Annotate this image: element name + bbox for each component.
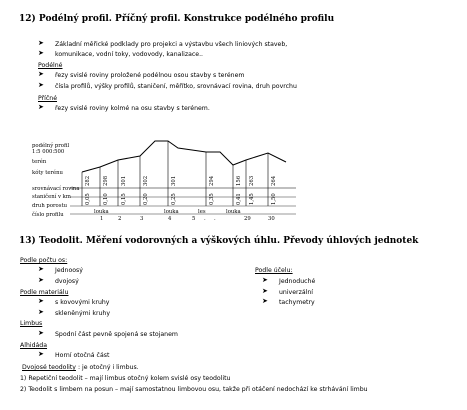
cover-label: louka [164,209,179,215]
kota-value: 264 [271,175,277,186]
bullet-text: univerzální [279,289,313,296]
profile-row-label: 1:5 000:500 [32,149,65,155]
profile-number: 3 [140,216,144,222]
kota-value: 301 [171,175,177,186]
profile-row-label: terén [32,159,47,165]
cover-label: les [198,209,206,215]
arrow-bullet-icon: ➤ [38,81,44,89]
station-value: 0,20 [143,193,149,205]
repetition-line: 1) Repetiční teodolit – mají limbus otočný kolem svislé osy teodolitu [20,375,231,382]
arrow-bullet-icon: ➤ [38,329,44,337]
bullet-text: dvojosý [55,278,79,285]
profile-row-label: číslo profilu [32,212,64,218]
cover-label: louka [94,209,109,215]
arrow-bullet-icon: ➤ [38,70,44,78]
section-12-heading: 12) Podélný profil. Příčný profil. Konstrukce podélného profilu [19,14,335,24]
limbus-label: Limbus [20,320,43,327]
terrain-line [82,141,286,172]
bullet-text: čísla profilů, výšky profilů, staničení, měřítko, srovnávací rovina, druh povrchu [55,83,297,90]
arrow-bullet-icon: ➤ [262,276,268,284]
kota-value: 298 [103,175,109,186]
profile-number: 5 [192,216,196,222]
profile-number: 29 [244,216,251,222]
arrow-bullet-icon: ➤ [38,350,44,358]
bullet-text: Horní otočná část [55,352,110,359]
podle-poctu-os-label: Podle počtu os: [20,257,68,264]
podle-ucelu-label: Podle účelu: [255,267,293,274]
section-13-heading: 13) Teodolit. Měření vodorovných a výškových úhlu. Převody úhlových jednotek [19,236,419,246]
kota-value: 302 [143,175,149,186]
bullet-text: Jednoduché [279,278,316,285]
profile-row-label: kóty terénu [32,170,63,176]
arrow-bullet-icon: ➤ [38,308,44,316]
bullet-text: komunikace, vodní toky, vodovody, kanalizace.. [55,51,204,58]
bullet-text: řezy svislé roviny proložené podélnou osou stavby s terénem [55,72,245,79]
station-value: 1,50 [271,193,277,205]
kota-value: 156 [236,175,242,186]
kota-value: 263 [249,175,255,186]
station-value: 0,41 [236,193,242,205]
station-value: 0,05 [85,193,91,205]
arrow-bullet-icon: ➤ [38,297,44,305]
podelne-label: Podélné [38,62,63,69]
dvojose-label: Dvojosé teodolity [22,364,76,371]
kota-value: 294 [209,175,215,186]
arrow-bullet-icon: ➤ [38,49,44,57]
profile-number: 4 [168,216,172,222]
profile-number: 1 [100,216,104,222]
arrow-bullet-icon: ➤ [38,39,44,47]
profile-number: 30 [268,216,275,222]
station-value: 0,15 [121,193,127,205]
bullet-text: Základní měřické podklady pro projekci a výstavbu všech liniových staveb, [55,41,288,48]
alhidada-label: Alhidáda [20,342,48,349]
dvojose-desc: : je otočný i limbus. [75,364,139,371]
bullet-text: skleněnými kruhy [55,310,110,317]
profile-row-label: druh porostu [32,203,67,209]
profile-number: 2 [118,216,122,222]
podle-materialu-label: Podle materiálu [20,289,69,296]
kota-value: 282 [85,175,91,186]
station-value: 1,45 [249,193,255,205]
bullet-text: tachymetry [279,299,315,306]
station-value: 0,25 [171,193,177,205]
profile-row-label: podélný profil [32,143,70,149]
profile-row-label: staničení v km [32,194,71,200]
kota-value: 301 [121,175,127,186]
limbus-shift-line: 2) Teodolit s limbem na posun – mají samostatnou limbovou osu, takže při otáčení nedochází ke strhávání limbu [20,386,368,393]
profile-row-label: srovnávací rovina [32,186,80,192]
arrow-bullet-icon: ➤ [38,265,44,273]
station-value: 0,10 [103,193,109,205]
profile-number: . [204,216,206,222]
arrow-bullet-icon: ➤ [262,287,268,295]
bullet-text: řezy svislé roviny kolmé na osu stavby s terénem. [55,105,210,112]
station-value: 0,35 [209,193,215,205]
cover-label: louka [226,209,241,215]
bullet-text: s kovovými kruhy [55,299,110,306]
arrow-bullet-icon: ➤ [262,297,268,305]
arrow-bullet-icon: ➤ [38,276,44,284]
pricne-label: Příčné [38,95,58,102]
arrow-bullet-icon: ➤ [38,103,44,111]
bullet-text: Jednoosý [55,267,83,274]
dvojose-line [22,364,139,371]
bullet-text: Spodní část pevně spojená se stojanem [55,331,178,338]
profile-number: . [214,216,216,222]
